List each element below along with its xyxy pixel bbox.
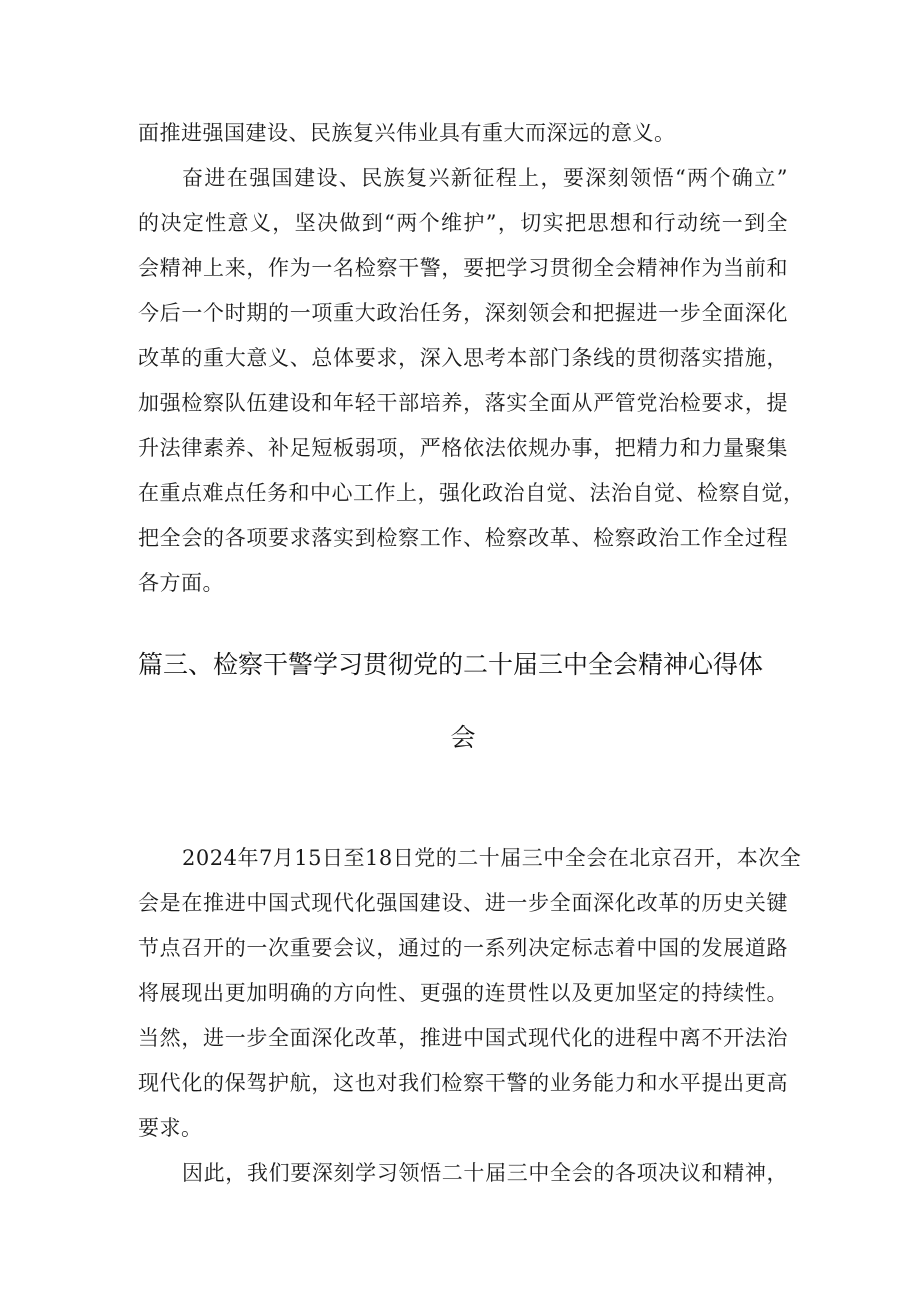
- paragraph-2-line: 的决定性意义，坚决做到“两个维护”，切实把思想和行动统一到全: [138, 211, 788, 235]
- paragraph-2-line: 加强检察队伍建设和年轻干部培养，落实全面从严管党治检要求，提: [138, 391, 788, 415]
- paragraph-2-line: 会精神上来，作为一名检察干警，要把学习贯彻全会精神作为当前和: [138, 256, 788, 280]
- paragraph-2-line: 改革的重大意义、总体要求，深入思考本部门条线的贯彻落实措施，: [138, 346, 788, 370]
- paragraph-2-line: 各方面。: [138, 571, 224, 595]
- paragraph-1-line: 面推进强国建设、民族复兴伟业具有重大而深远的意义。: [138, 121, 676, 145]
- paragraph-3-line: 现代化的保驾护航，这也对我们检察干警的业务能力和水平提出更高: [138, 1071, 788, 1095]
- paragraph-4-line: 因此，我们要深刻学习领悟二十届三中全会的各项决议和精神，: [182, 1161, 788, 1185]
- paragraph-2-line: 今后一个时期的一项重大政治任务，深刻领会和把握进一步全面深化: [138, 301, 788, 325]
- paragraph-3-line: 2024年7月15日至18日党的二十届三中全会在北京召开，本次全: [182, 846, 802, 870]
- paragraph-3-line: 会是在推进中国式现代化强国建设、进一步全面深化改革的历史关键: [138, 891, 788, 915]
- paragraph-3-line: 要求。: [138, 1116, 203, 1140]
- paragraph-3-line: 将展现出更加明确的方向性、更强的连贯性以及更加坚定的持续性。: [138, 981, 788, 1005]
- paragraph-2-line: 在重点难点任务和中心工作上，强化政治自觉、法治自觉、检察自觉，: [138, 481, 805, 505]
- paragraph-3-line: 当然，进一步全面深化改革，推进中国式现代化的进程中离不开法治: [138, 1026, 788, 1050]
- paragraph-2-line: 升法律素养、补足短板弱项，严格依法依规办事，把精力和力量聚集: [138, 436, 788, 460]
- paragraph-3-line: 节点召开的一次重要会议，通过的一系列决定标志着中国的发展道路: [138, 936, 788, 960]
- section-heading-continuation: 会: [450, 723, 476, 752]
- paragraph-2-line: 奋进在强国建设、民族复兴新征程上，要深刻领悟“两个确立”: [182, 166, 788, 190]
- section-heading: 篇三、检察干警学习贯彻党的二十届三中全会精神心得体: [138, 650, 764, 679]
- paragraph-2-line: 把全会的各项要求落实到检察工作、检察改革、检察政治工作全过程: [138, 526, 788, 550]
